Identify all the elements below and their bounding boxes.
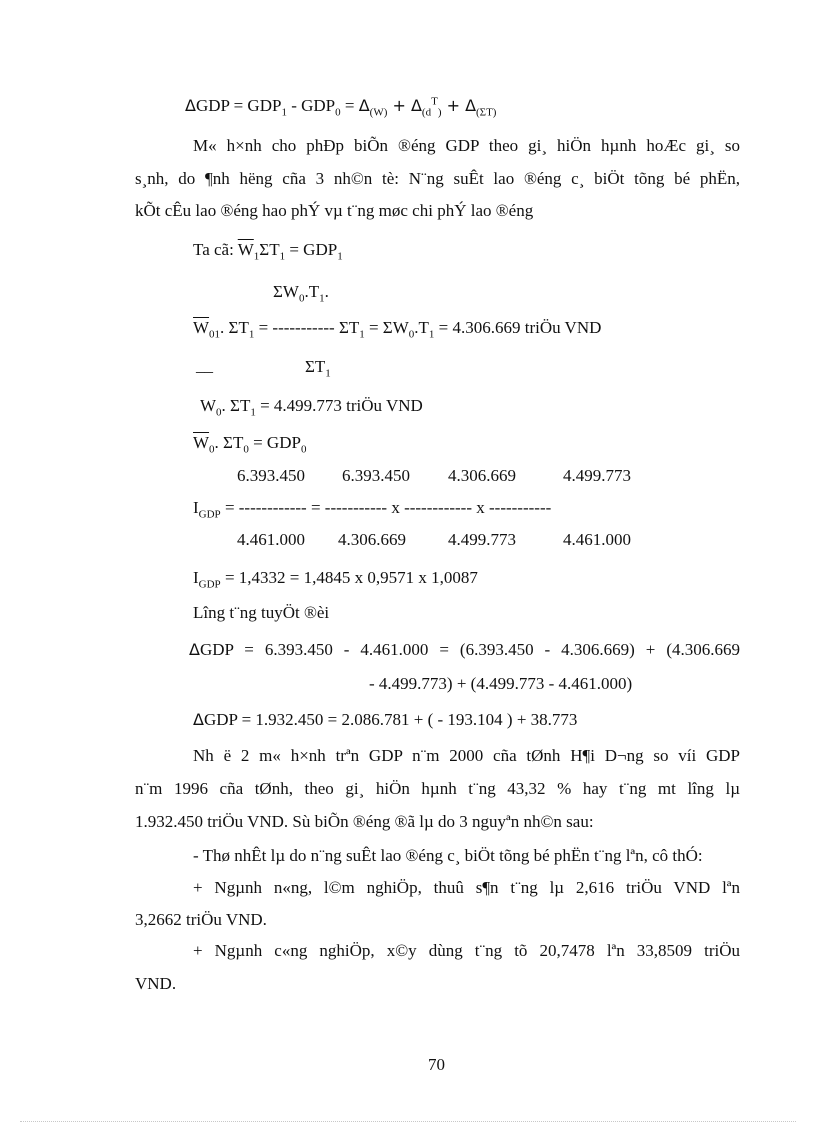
- delta-equation-line2: - 4.499.773) + (4.499.773 - 4.461.000): [369, 674, 633, 693]
- plus-sign: +: [387, 96, 411, 115]
- eq-sub: 1: [428, 328, 435, 341]
- fraction-denominator: [305, 357, 331, 380]
- para1-line3: kÕt cÊu lao ®éng hao phÝ vµ t¨ng møc chi phÝ lao ®éng: [135, 201, 534, 220]
- delta-equation-line1: [189, 640, 740, 660]
- eq-text: . ΣT: [214, 433, 244, 452]
- w-bar: $\overline{W}$: [193, 318, 210, 337]
- footer-dotted-line: [20, 1121, 796, 1122]
- eq-text: . ΣT: [220, 318, 249, 337]
- eq-sub: 1: [281, 106, 287, 119]
- delta-symbol: Δ: [410, 96, 422, 115]
- eq-sub: 0: [408, 328, 415, 341]
- eq-text: .T: [304, 282, 320, 301]
- w-bar: $\overline{W}$: [237, 240, 254, 259]
- eq-sub: 0: [216, 406, 222, 419]
- eq-text: ΣT: [305, 357, 326, 376]
- denominator-4: 4.461.000: [563, 530, 631, 549]
- eq-sub: GDP: [198, 508, 221, 521]
- eq-sub: 0: [209, 443, 215, 456]
- bullet-1: - Thø nhÊt lµ do n¨ng suÊt lao ®éng c¸ biÖt tõng bé phËn t¨ng lªn, cô thÓ:: [193, 846, 703, 865]
- para2-line3: 1.932.450 triÖu VND. Sù biÕn ®éng ®ã lµ do 3 nguyªn nh©n sau:: [135, 812, 594, 831]
- eq-text: = 4.306.669 triÖu VND: [434, 318, 602, 337]
- eq-sub: 1: [325, 367, 331, 380]
- eq-sub: 0: [243, 443, 249, 456]
- delta-symbol: Δ: [465, 96, 477, 115]
- eq-sub: 1: [319, 292, 325, 305]
- delta-symbol: Δ: [193, 710, 204, 729]
- eq-sub: 01: [209, 328, 221, 341]
- eq-text: =: [340, 96, 359, 115]
- eq-sub: 0: [335, 106, 341, 119]
- eq-text: = GDP: [285, 240, 338, 259]
- w-bar: $\overline{W}$: [193, 433, 210, 452]
- eq-text: - GDP: [286, 96, 336, 115]
- eq-text: Ta cã:: [193, 240, 238, 259]
- delta-symbol: Δ: [189, 640, 200, 659]
- para2-line1: Nh ë 2 m« h×nh trªn GDP n¨m 2000 cña tØnh H¶i D¬ng so víi GDP: [193, 746, 740, 765]
- eq-sub: (d: [421, 106, 432, 119]
- denominator-3: 4.499.773: [448, 530, 516, 549]
- numerator-4: 4.499.773: [563, 466, 631, 485]
- numerator-3: 4.306.669: [448, 466, 516, 485]
- eq-text: ΣT: [259, 240, 280, 259]
- eq-sub: (W): [369, 106, 388, 119]
- eq-text: = ΣW: [364, 318, 409, 337]
- denominator-1: 4.461.000: [237, 530, 305, 549]
- w01-equation: [193, 318, 602, 341]
- taco-equation: [193, 240, 343, 263]
- eq-text: .: [324, 282, 329, 301]
- eq-text: ΣW: [273, 282, 299, 301]
- eq-text: .T: [414, 318, 429, 337]
- eq-sub: 0: [298, 292, 305, 305]
- eq-text: GDP = 1.932.450 = 2.086.781 + ( - 193.104 ) + 38.773: [203, 710, 578, 729]
- fraction-bars: = ------------ = ----------- x ------------ x -----------: [220, 498, 552, 517]
- para1-line2: s¸nh, do ¶nh hëng cña 3 nh©n tè: N¨ng suÊt lao ®éng c¸ biÖt tõng bé phËn,: [135, 169, 740, 188]
- eq-sub: GDP: [198, 578, 221, 591]
- eq-sub: 1: [253, 250, 260, 263]
- eq-sub: 1: [279, 250, 286, 263]
- eq-sub: ): [437, 106, 442, 119]
- numerator-1: 6.393.450: [237, 466, 305, 485]
- delta-gdp-equation: [185, 95, 497, 119]
- bullet-3-line1: + Ngµnh c«ng nghiÖp, x©y dùng t¨ng tõ 20,7478 lªn 33,8509 triÖu: [193, 941, 740, 960]
- para2-line2: n¨m 1996 cña tØnh, theo gi¸ hiÖn hµnh t¨ng 43,32 % hay t¨ng mt lîng lµ: [135, 779, 740, 798]
- eq-text: . ΣT: [221, 396, 251, 415]
- eq-sub: (ΣT): [476, 106, 497, 119]
- fraction-denominator-bar: __: [196, 356, 213, 375]
- eq-text: I: [193, 498, 199, 517]
- bullet-2-line1: + Ngµnh n«ng, l©m nghiÖp, thuû s¶n t¨ng lµ 2,616 triÖu VND lªn: [193, 878, 740, 897]
- eq-text: = 1,4332 = 1,4845 x 0,9571 x 1,0087: [220, 568, 478, 587]
- eq-sup: T: [431, 95, 438, 108]
- delta-equation-result: [193, 710, 577, 730]
- numerator-2: 6.393.450: [342, 466, 410, 485]
- index-result: [193, 568, 478, 591]
- eq-sub: 0: [300, 443, 307, 456]
- eq-sub: 1: [337, 250, 343, 263]
- eq-text: I: [193, 568, 199, 587]
- eq-sub: 1: [250, 406, 256, 419]
- absolute-heading: Lîng t¨ng tuyÖt ®èi: [193, 603, 330, 622]
- eq-text: = ----------- ΣT: [254, 318, 360, 337]
- bullet-2-line2: 3,2662 triÖu VND.: [135, 910, 267, 929]
- delta-symbol: Δ: [185, 96, 196, 115]
- w0-t1-equation: [200, 396, 423, 419]
- eq-sub: 1: [359, 328, 365, 341]
- plus-sign: +: [441, 96, 466, 115]
- page-number: 70: [428, 1055, 445, 1074]
- denominator-2: 4.306.669: [338, 530, 406, 549]
- eq-text: GDP = 6.393.450 - 4.461.000 = (6.393.450 - 4.306.669) + (4.306.669: [199, 640, 740, 659]
- index-fraction-bars: [193, 498, 552, 521]
- eq-text: = GDP: [248, 433, 301, 452]
- para1-line1: M« h×nh cho phÐp biÕn ®éng GDP theo gi¸ hiÖn hµnh hoÆc gi¸ so: [193, 136, 740, 155]
- eq-text: = 4.499.773 triÖu VND: [255, 396, 423, 415]
- eq-text: GDP = GDP: [195, 96, 282, 115]
- w0-t0-equation: [193, 433, 307, 456]
- bullet-3-line2: VND.: [135, 974, 177, 993]
- delta-symbol: Δ: [358, 96, 370, 115]
- eq-text: W: [200, 396, 217, 415]
- eq-sub: 1: [248, 328, 255, 341]
- fraction-numerator: [273, 282, 329, 305]
